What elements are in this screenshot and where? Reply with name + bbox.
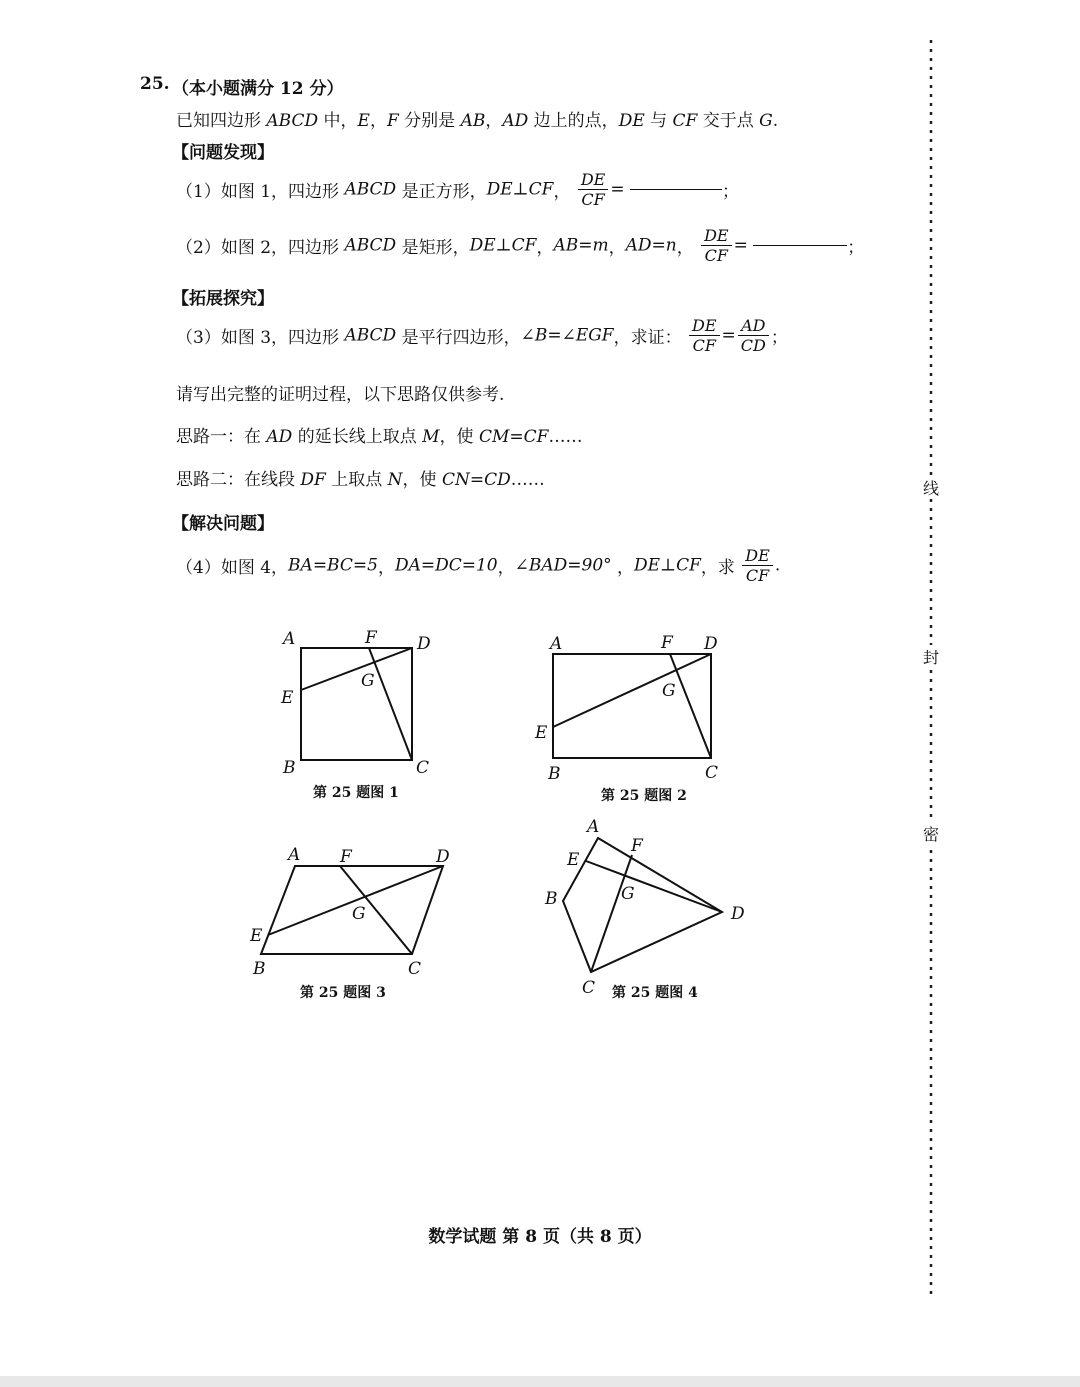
fig4-kite <box>563 838 722 972</box>
fraction-de-cf: $\frac{DE}{CF}$ <box>578 170 609 209</box>
part-3-note: 请写出完整的证明过程，以下思路仅供参考. <box>176 385 505 405</box>
fig3-label-c: C <box>408 959 422 979</box>
part-1: （1）如图 1，四边形 ABCD 是正方形，DE⊥CF， $\frac{DE}{CF}$ = ； <box>176 170 740 210</box>
figure-2 <box>553 654 711 758</box>
fig2-label-c: C <box>705 763 719 783</box>
fig1-label-d: D <box>417 634 431 654</box>
part-2: （2）如图 2，四边形 ABCD 是矩形，DE⊥CF，AB=m，AD=n， $\frac{DE}{CF}$ = ； <box>176 226 865 266</box>
fig4-caption: 第 25 题图 4 <box>612 985 698 1001</box>
section-solve: 【解决问题】 <box>172 514 274 534</box>
part-4: （4）如图 4，BA=BC=5，DA=DC=10，∠BAD=90° ，DE⊥CF，求 $\frac{DE}{CF}$ . <box>176 546 781 586</box>
fig3-label-d: D <box>436 847 450 867</box>
fig3-label-a: A <box>288 845 301 865</box>
fig2-label-e: E <box>535 723 548 743</box>
fig2-label-a: A <box>550 634 563 654</box>
fig1-label-a: A <box>283 629 296 649</box>
hint-idea-1: 思路一：在 AD 的延长线上取点 M，使 CM=CF…… <box>176 427 583 447</box>
fig4-label-f: F <box>631 836 643 856</box>
question-score: （本小题满分 12 分） <box>172 79 344 99</box>
question-number: 25. <box>140 74 170 94</box>
fig2-segment-cf <box>670 654 711 758</box>
fig1-square <box>301 648 412 760</box>
fraction-de-cf: $\frac{DE}{CF}$ <box>742 546 773 585</box>
fig1-caption: 第 25 题图 1 <box>313 785 399 801</box>
fig2-caption: 第 25 题图 2 <box>601 788 687 804</box>
fig4-segment-cf <box>591 855 632 972</box>
fig3-label-f: F <box>340 847 352 867</box>
fig1-labels <box>280 628 431 778</box>
fig4-segment-de <box>586 861 722 912</box>
figure-4 <box>563 838 722 972</box>
page-footer: 数学试题 第 8 页（共 8 页） <box>428 1227 652 1247</box>
page-bottom-edge <box>0 1376 1080 1387</box>
fig3-label-g: G <box>352 904 366 924</box>
binding-char-line: 线 <box>921 476 941 499</box>
fig2-rectangle <box>553 654 711 758</box>
binding-char-secret: 密 <box>921 822 941 845</box>
fig3-segment-de <box>268 866 443 935</box>
fig2-label-f: F <box>661 633 673 653</box>
fig3-label-e: E <box>250 926 263 946</box>
fig1-label-e: E <box>281 688 294 708</box>
fig4-label-d: D <box>731 904 745 924</box>
fig4-label-g: G <box>621 884 635 904</box>
fraction-ad-cd: $\frac{AD}{CD}$ <box>738 316 769 355</box>
fig4-label-b: B <box>545 889 558 909</box>
fig2-segment-de <box>553 654 711 727</box>
fig3-label-b: B <box>253 959 266 979</box>
binding-dashed-line <box>921 40 941 1300</box>
binding-char-seal: 封 <box>921 645 941 668</box>
part-3: （3）如图 3，四边形 ABCD 是平行四边形，∠B=∠EGF，求证： $\frac{DE}{CF}$ = $\frac{AD}{CD}$ ； <box>176 316 788 356</box>
fig3-segment-cf <box>340 866 412 954</box>
fig1-label-f: F <box>365 628 377 648</box>
figure-1 <box>301 648 412 760</box>
fig4-label-e: E <box>567 850 580 870</box>
fig4-label-c: C <box>582 978 596 998</box>
fig2-label-d: D <box>704 634 718 654</box>
fraction-de-cf: $\frac{DE}{CF}$ <box>689 316 720 355</box>
fig2-label-g: G <box>662 681 676 701</box>
question-intro: 已知四边形 ABCD 中，E，F 分别是 AB，AD 边上的点，DE 与 CF 交于点 G. <box>176 111 779 131</box>
fig1-segment-de <box>301 648 412 690</box>
fig1-label-c: C <box>416 758 430 778</box>
section-explore: 【拓展探究】 <box>172 289 274 309</box>
fraction-de-cf: $\frac{DE}{CF}$ <box>701 226 732 265</box>
fig3-caption: 第 25 题图 3 <box>300 985 386 1001</box>
fig4-label-a: A <box>587 817 600 837</box>
fig1-label-b: B <box>283 758 296 778</box>
fig1-segment-cf <box>369 648 412 760</box>
hint-idea-2: 思路二：在线段 DF 上取点 N，使 CN=CD…… <box>176 470 545 490</box>
fig2-label-b: B <box>548 764 561 784</box>
section-discover: 【问题发现】 <box>172 143 274 163</box>
fig1-label-g: G <box>361 671 375 691</box>
